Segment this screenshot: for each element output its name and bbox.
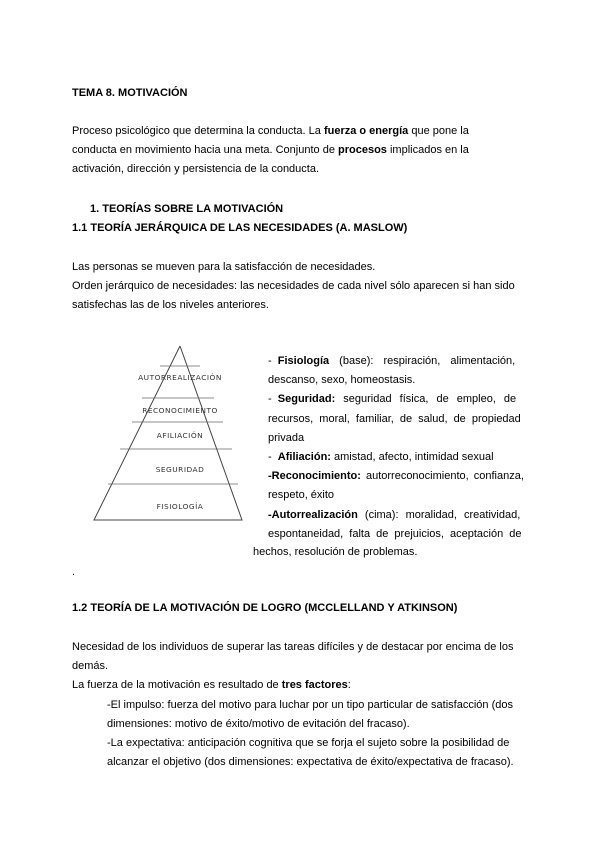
pyramid-level-seguridad: SEGURIDAD (155, 465, 205, 474)
logro-paragraph-2: La fuerza de la motivación es resultado de tres factores: (72, 679, 351, 691)
need-afiliacion: - Afiliación: amistad, afecto, intimidad sexual (268, 451, 494, 464)
pyramid-level-reconocimiento: RECONOCIMIENTO (142, 406, 218, 415)
need-seguridad-cont: recursos, moral, familiar, de salud, de propiedad (268, 412, 521, 425)
intro-line-1: Proceso psicológico que determina la conducta. La fuerza o energía que pone la (72, 125, 469, 137)
factor-impulso-cont: dimensiones: motivo de éxito/motivo de evitación del fracaso). (107, 718, 410, 730)
need-reconocimiento: -Reconocimiento: autorreconocimiento, confianza, (268, 470, 524, 483)
need-autorrealizacion-cont-2: hechos, resolución de problemas. (253, 546, 418, 558)
pyramid-level-afiliacion: AFILIACIÓN (156, 431, 204, 440)
intro-line-3: activación, dirección y persistencia de la conducta. (72, 163, 320, 175)
maslow-paragraph-2: Orden jerárquico de necesidades: las necesidades de cada nivel sólo aparecen si han sido (72, 280, 515, 292)
intro-line-2: conducta en movimiento hacia una meta. Conjunto de procesos implicados en la (72, 144, 469, 156)
page-title: TEMA 8. MOTIVACIÓN (72, 87, 188, 99)
maslow-pyramid-diagram (92, 342, 252, 524)
need-seguridad-cont-2: privada (268, 431, 305, 444)
need-autorrealizacion: -Autorrealización (cima): moralidad, creatividad, (268, 508, 521, 521)
need-autorrealizacion-cont: espontaneidad, falta de prejuicios, aceptación de (268, 527, 522, 540)
logro-paragraph-1: Necesidad de los individuos de superar las tareas difíciles y de destacar por encima de los (72, 641, 514, 653)
factor-expectativa-cont: alcanzar el objetivo (dos dimensiones: expectativa de éxito/expectativa de fracaso). (107, 756, 514, 768)
maslow-paragraph-3: satisfechas las de los niveles anteriores. (72, 299, 269, 311)
subsection-heading-logro: 1.2 TEORÍA DE LA MOTIVACIÓN DE LOGRO (MCCLELLAND Y ATKINSON) (72, 602, 458, 614)
maslow-paragraph-1: Las personas se mueven para la satisfacción de necesidades. (72, 261, 376, 273)
pyramid-level-fisiologia: FISIOLOGÍA (156, 502, 204, 511)
need-reconocimiento-cont: respeto, éxito (268, 489, 335, 502)
factor-impulso: -El impulso: fuerza del motivo para luchar por un tipo particular de satisfacción (dos (107, 699, 513, 711)
stray-dot: . (72, 566, 76, 578)
needs-list (268, 352, 526, 544)
need-fisiologia-cont: descanso, sexo, homeostasis. (268, 374, 416, 387)
factor-expectativa: -La expectativa: anticipación cognitiva que se forja el sujeto sobre la posibilidad de (107, 737, 510, 749)
section-heading: 1. TEORÍAS SOBRE LA MOTIVACIÓN (90, 203, 284, 215)
need-seguridad: - Seguridad: seguridad física, de empleo, de (268, 393, 517, 406)
logro-paragraph-1-cont: demás. (72, 660, 109, 672)
subsection-heading-maslow: 1.1 TEORÍA JERÁRQUICA DE LAS NECESIDADES (A. MASLOW) (72, 222, 408, 234)
pyramid-level-autorrealizacion: AUTORREALIZACIÓN (138, 373, 222, 382)
need-fisiologia: - Fisiología (base): respiración, alimentación, (268, 355, 516, 367)
